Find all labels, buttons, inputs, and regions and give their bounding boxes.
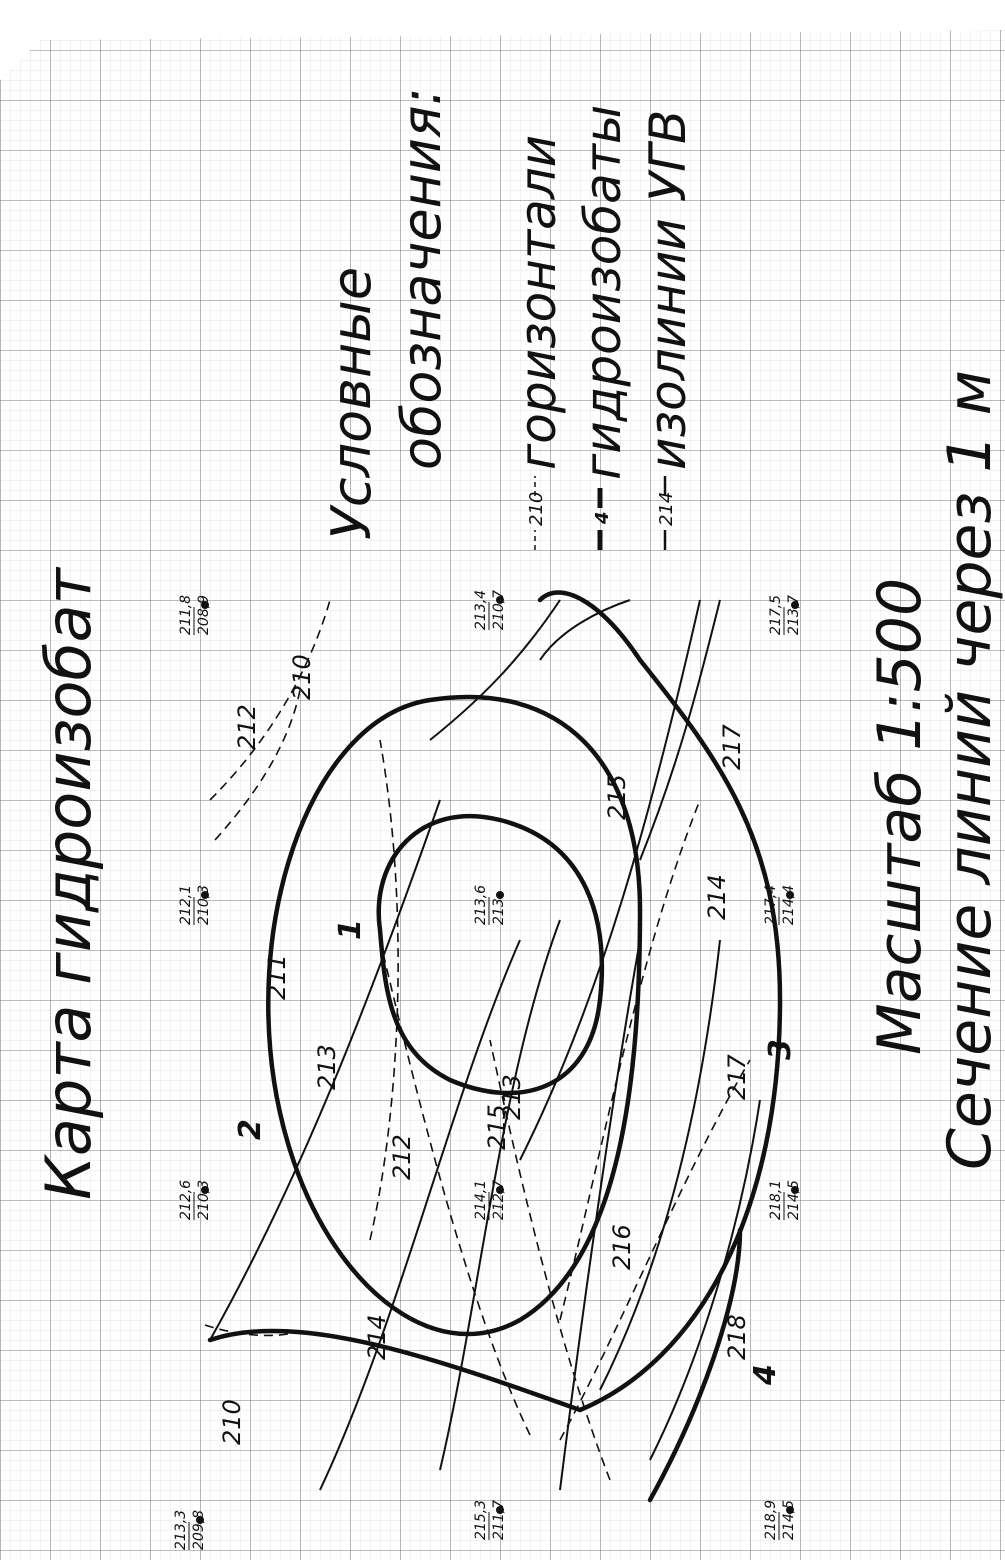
legend-key-contour: 210 (526, 491, 547, 526)
contour-label-210-bottom: 210 (218, 1399, 246, 1445)
contour-label-212-corner: 212 (233, 704, 261, 750)
isobath-label-1: 1 (333, 919, 368, 940)
svg-text:210,3: 210,3 (196, 884, 212, 925)
svg-text:214,4: 214,4 (781, 884, 797, 925)
legend-isobath-text: гидроизобаты (574, 104, 632, 480)
contour-label-211: 211 (263, 954, 291, 1000)
svg-text:213,7: 213,7 (786, 594, 802, 635)
gwl-label-214-right: 214 (703, 874, 731, 920)
gwl-label-213: 213 (313, 1044, 341, 1090)
isobath-label-2: 2 (233, 1119, 268, 1140)
svg-text:217,4: 217,4 (763, 884, 779, 925)
gwl-label-218: 218 (723, 1314, 751, 1360)
svg-text:209,8: 209,8 (191, 1509, 207, 1550)
legend-heading-2: обозначения: (390, 87, 453, 470)
legend-gwl-text: изолинии УГВ (639, 109, 697, 470)
svg-text:212,1: 212,1 (178, 884, 194, 925)
legend-contour-text: горизонтали (509, 134, 567, 470)
gwl-label-214: 214 (363, 1314, 391, 1360)
svg-text:212,6: 212,6 (178, 1179, 194, 1220)
svg-text:218,9: 218,9 (763, 1499, 779, 1540)
svg-text:210,3: 210,3 (196, 1179, 212, 1220)
svg-text:214,5: 214,5 (786, 1179, 802, 1220)
svg-text:218,1: 218,1 (768, 1179, 784, 1220)
svg-text:214,5: 214,5 (781, 1499, 797, 1540)
gwl-label-216: 216 (608, 1224, 636, 1270)
svg-text:213,3: 213,3 (173, 1509, 189, 1550)
isobath-label-3: 3 (763, 1039, 798, 1060)
gwl-label-217: 217 (723, 1054, 751, 1100)
svg-text:208,9: 208,9 (196, 594, 212, 635)
svg-text:212,7: 212,7 (491, 1179, 507, 1220)
legend-key-isobath: 4 (592, 511, 613, 524)
contour-label-210-corner: 210 (288, 654, 316, 700)
legend-heading-1: Условные (320, 266, 383, 540)
gwl-label-217-right: 217 (718, 724, 746, 770)
svg-text:213: 213 (491, 898, 507, 925)
svg-text:213,6: 213,6 (473, 884, 489, 925)
svg-text:215,3: 215,3 (473, 1499, 489, 1540)
gwl-label-215-right: 215 (483, 1104, 511, 1150)
svg-text:211,8: 211,8 (178, 594, 194, 635)
gwl-label-215: 215 (603, 774, 631, 820)
isobath-label-4: 4 (748, 1364, 783, 1385)
map-title: Карта гидроизобат (32, 568, 105, 1200)
scale-text: Масштаб 1:500 (865, 577, 935, 1055)
graph-paper (0, 30, 1005, 1560)
section-text: Сечение линий через 1 м (935, 370, 1005, 1170)
svg-text:217,5: 217,5 (768, 594, 784, 635)
svg-text:214,1: 214,1 (473, 1179, 489, 1220)
contour-label-213: 213 (498, 1074, 526, 1120)
contour-label-212-mid: 212 (388, 1134, 416, 1180)
svg-text:211,7: 211,7 (491, 1499, 507, 1540)
svg-text:210,7: 210,7 (491, 589, 507, 630)
svg-text:213,4: 213,4 (473, 589, 489, 630)
legend-key-gwl: 214 (656, 491, 677, 526)
